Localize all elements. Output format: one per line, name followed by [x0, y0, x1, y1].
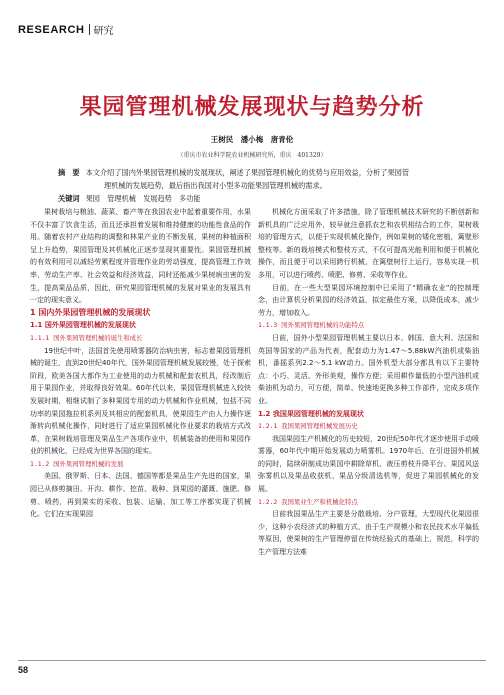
paper-title: 果园管理机械发展现状与趋势分析	[79, 95, 425, 120]
keywords-label: 关键词	[58, 194, 80, 203]
paragraph-1-1-1: 19世纪中叶，法国首先使用喷雾器防治病虫害，标志着果园管理机械的诞生，直到20世纪40年代，国外果园管理机械发展较慢，处于探索阶段，欧美各国大都作为工业使用的动力机械和配套农机具，经改制后用于果园作业，并取得良好效果。60年代以来，果园管理机械进入较快发展时期，相继试制了多种果园专用的动力机械和作业机械，包括不同功率的果园拖拉机系列及其相应的配套机具，使果园生产由人力操作逐渐转向机械化操作，同时进行了适应果园机械化作业要求的栽培方式改革，在果树栽培管理及果品生产各项作业中，机械装备的使用和果园作业的机械化，已经成为世界各国的现实。	[30, 346, 251, 456]
subsubsection-heading-1-1-2: 1.1.2 国外果园管理机械的发展	[30, 459, 124, 468]
subsubsection-heading-1-2-1: 1.2.1 我国果园管理机械发展历史	[258, 422, 358, 431]
paragraph-1-2-1: 我国果园生产机械化的历史较短，20世纪50年代才逐步使用手动喷雾器，60年代中期开始发展动力喷雾机。1970年后，在引进国外机械的同时，陆续研制成功果园中耕除草机、液压剪枝升降平台、果园风送弥雾机以及果品收获机、果品分级清选机等，促进了果园机械化的发展。	[258, 434, 479, 494]
journal-section-en: RESEARCH	[18, 23, 85, 36]
paragraph-1-1-3: 日前，国外小型果园管理机械主要以日本、韩国、意大利、法国和英国等国家的产品为代表，配套动力为1.47～5.88kW汽油机或柴油机，番摇系列2.2～5.1 kW动力。国外机型大部分都具有以下主要特点：小巧、灵活、外形美观，操作方便；采用耕作量低的小型汽油机或柴油机为动力，可方便，简单、快速地更换多种工作部件，完成多项作业。	[258, 333, 479, 405]
paragraph-1-2-2: 目前我国果品生产主要是分散栽培、分户管理，大型现代化果园很少，这种小农经济式的种植方式，由于生产规模小和农民技术水平偏低等原因，使果树的生产管理停留在传统经验式的基础上，规范，科学的生产管理方法难	[258, 510, 479, 557]
paragraph-continued: 机械化方面采取了许多措施，除了管理机械技术研究的不断创新和新机具的广泛应用外，较早就注意抓农艺和农机相结合的工作，果树栽培的管理方式，以便于实现机械化操作，例如果树的矮化密植，篱壁形整枝等。新的栽培模式和整枝方式，不仅可提高光能利用和便于机械化操作，而且便于可以采用跨行机械，在篱壁树行上运行，容易实现一机多用，可以进行喷药、喷肥、修剪、采收等作业。	[258, 208, 479, 279]
subsection-heading-1-1: 1.1 国外果园管理机械的发展现状	[30, 321, 136, 330]
page-number: 58	[18, 665, 29, 675]
footer-rule	[18, 660, 486, 661]
paragraph-1-1-2: 美国、俄罗斯、日本、法国、德国等都是果品生产先进的国家，果园已从修剪摘田、开沟、耕作、挖苗、栽种、到果园的灌溉、施肥、修剪、喷药，再到果实的采收、包装、运输、加工等工序都实现了机械化。它们在实现果园	[30, 472, 251, 519]
keywords-text: 果园 管理机械 发展趋势 多功能	[85, 194, 201, 203]
abstract-label: 摘 要	[58, 168, 80, 177]
header-divider	[89, 24, 90, 35]
journal-header	[18, 22, 114, 37]
section-heading-1: 1 国内外果园管理机械的发展现状	[30, 307, 151, 317]
abstract-text-line2: 理机械的发展趋势，最后指出我国对小型多功能果园管理机械的需求。	[104, 181, 327, 190]
journal-section-cn: 研究	[93, 26, 114, 37]
subsection-heading-1-2: 1.2 我国果园管理机械的发展现状	[258, 409, 364, 418]
paper-affiliation: （重庆市农业科学院农业机械研究所，重庆 401329）	[177, 152, 327, 159]
abstract-block	[58, 166, 450, 205]
subsubsection-heading-1-1-3: 1.1.3 国外果园管理机械的功能特点	[258, 321, 365, 330]
abstract-text-line1: 本文介绍了国内外果园管理机械的发展现状，阐述了果园管理机械化的优势与应用效益，分析了果园管	[85, 168, 410, 177]
paper-authors: 王树民 潘小梅 唐青伦	[210, 135, 294, 144]
subsubsection-heading-1-1-1: 1.1.1 国外果园管理机械的诞生和成长	[30, 333, 143, 342]
paragraph-precision-agriculture: 目前，在一些大型果园环境控制中已采用了“精确农业”的控制理念，由计算机分析果园的经济效益，拟定最佳方案，以降低成本，减少劳力，增加收入。	[258, 283, 479, 317]
left-column	[30, 206, 251, 521]
subsubsection-heading-1-2-2: 1.2.2 我国果业生产和机械化特点	[258, 497, 358, 506]
intro-paragraph: 果树栽培与粮油、蔬菜、畜产等在我国农业中起着重要作用，水果不仅丰富了饮食生活，而且还承担着发展和维持健康的功能性食品的作用。随着农村产业结构的调整和林果产业的不断发展，果树的种植面积呈上升趋势，果园管理及其机械化正逐步显现其重要性。果园管理机械的有效利用可以减轻劳累程度并管理作业的劳动强度，提高管理工作效率，劳动生产率、社会效益和经济效益，同时还能减少果树病虫害的发生，提高果品品质，因此，研究果园管理机械的发展对果业的发展具有一定的现实意义。	[30, 208, 251, 305]
right-column	[258, 206, 479, 559]
